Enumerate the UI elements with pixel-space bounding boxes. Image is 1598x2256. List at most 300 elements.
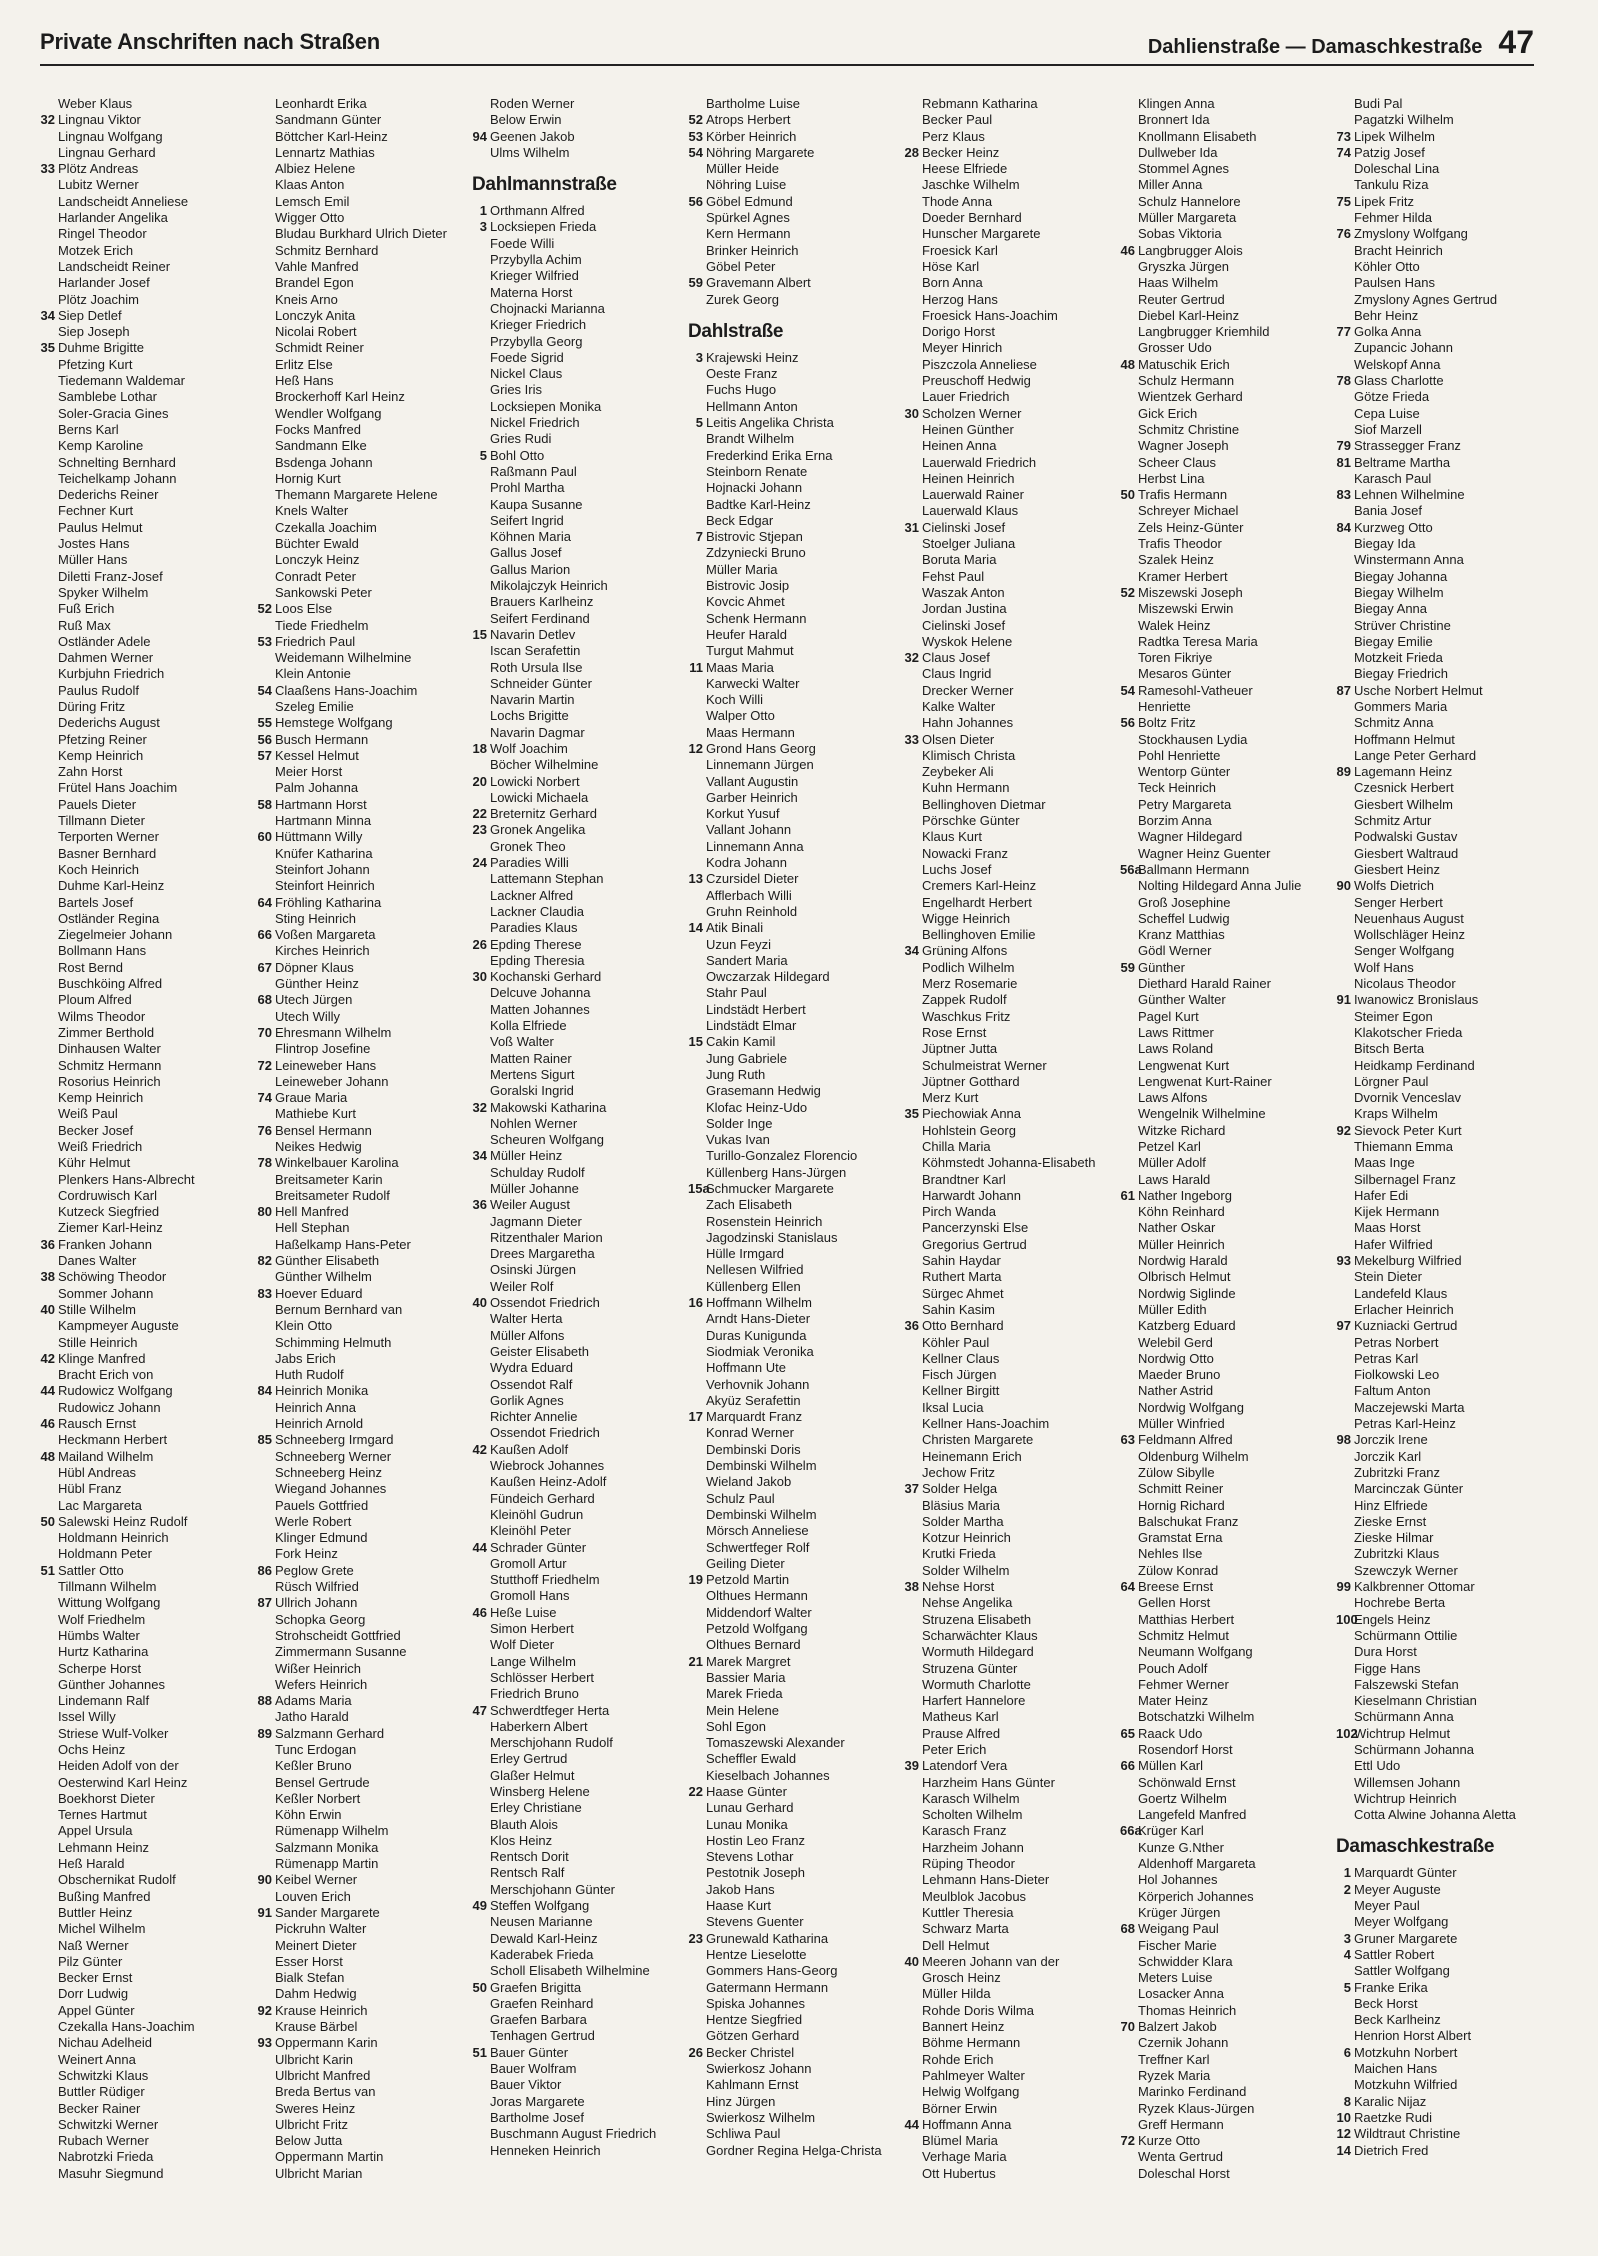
address-entry bbox=[1120, 1058, 1330, 1074]
address-entry bbox=[1336, 846, 1536, 862]
resident-name: Bensel Gertrude bbox=[275, 1774, 370, 1790]
resident-name: Sohl Egon bbox=[706, 1718, 766, 1734]
house-number: 47 bbox=[472, 1702, 487, 1718]
resident-name: Bläsius Maria bbox=[922, 1497, 1001, 1513]
house-number: 76 bbox=[1336, 226, 1351, 242]
resident-name: Karasch Franz bbox=[922, 1823, 1007, 1839]
column-5 bbox=[904, 96, 1114, 2182]
resident-name: Kieselbach Johannes bbox=[706, 1767, 830, 1783]
address-entry bbox=[257, 1546, 467, 1562]
resident-name: Reuter Gertrud bbox=[1138, 291, 1225, 307]
resident-name: Ehresmann Wilhelm bbox=[275, 1024, 392, 1040]
resident-name: Heufer Harald bbox=[706, 626, 787, 642]
address-entry bbox=[472, 1311, 682, 1327]
address-entry bbox=[1120, 1269, 1330, 1285]
address-entry bbox=[1336, 1465, 1536, 1481]
address-entry bbox=[1336, 1546, 1536, 1562]
address-entry bbox=[1336, 2061, 1536, 2077]
column-4 bbox=[688, 96, 898, 2159]
resident-name: Köhn Reinhard bbox=[1138, 1204, 1225, 1220]
address-entry bbox=[257, 373, 467, 389]
resident-name: Bartholme Luise bbox=[706, 96, 800, 111]
address-entry bbox=[688, 627, 898, 643]
address-entry bbox=[1120, 210, 1330, 226]
house-number: 3 bbox=[1343, 1930, 1351, 1946]
address-entry bbox=[257, 1009, 467, 1025]
resident-name: Weiler August bbox=[490, 1197, 570, 1213]
resident-name: Busch Hermann bbox=[275, 731, 369, 747]
address-entry bbox=[1120, 1009, 1330, 1025]
address-entry bbox=[688, 594, 898, 610]
resident-name: Froesick Karl bbox=[922, 242, 998, 258]
resident-name: Krutki Frieda bbox=[922, 1546, 996, 1562]
resident-name: Solder Martha bbox=[922, 1513, 1004, 1529]
address-entry bbox=[688, 1605, 898, 1621]
address-entry bbox=[472, 464, 682, 480]
resident-name: Wydra Eduard bbox=[490, 1360, 573, 1376]
address-entry bbox=[40, 976, 250, 992]
resident-name: Grosch Heinz bbox=[922, 1970, 1001, 1986]
address-entry bbox=[1336, 1980, 1536, 1996]
address-entry bbox=[472, 1197, 682, 1213]
resident-name: Miszewski Joseph bbox=[1138, 584, 1243, 600]
address-entry bbox=[40, 1889, 250, 1905]
resident-name: Merz Rosemarie bbox=[922, 976, 1018, 992]
address-entry bbox=[40, 1644, 250, 1660]
address-entry bbox=[40, 1677, 250, 1693]
address-entry bbox=[40, 1840, 250, 1856]
resident-name: Motzkuhn Wilfried bbox=[1354, 2077, 1458, 2093]
resident-name: Michel Wilhelm bbox=[58, 1921, 146, 1937]
address-entry bbox=[257, 1123, 467, 1139]
address-entry bbox=[1120, 1628, 1330, 1644]
resident-name: Szeleg Emilie bbox=[275, 698, 354, 714]
address-entry bbox=[1120, 1661, 1330, 1677]
address-entry bbox=[472, 1344, 682, 1360]
address-entry bbox=[257, 764, 467, 780]
resident-name: Neumann Wolfgang bbox=[1138, 1644, 1253, 1660]
address-entry bbox=[257, 487, 467, 503]
resident-name: Locksiepen Frieda bbox=[490, 219, 597, 235]
address-entry bbox=[688, 448, 898, 464]
address-entry bbox=[904, 1677, 1114, 1693]
resident-name: Kahlmann Ernst bbox=[706, 2077, 799, 2093]
resident-name: Hartmann Horst bbox=[275, 796, 367, 812]
address-entry bbox=[688, 1377, 898, 1393]
address-entry bbox=[1336, 1595, 1536, 1611]
address-entry bbox=[40, 1383, 250, 1399]
address-entry bbox=[688, 1246, 898, 1262]
address-entry bbox=[904, 129, 1114, 145]
resident-name: Struzena Elisabeth bbox=[922, 1611, 1032, 1627]
resident-name: Biegay Wilhelm bbox=[1354, 584, 1444, 600]
address-entry bbox=[904, 1791, 1114, 1807]
resident-name: Obschernikat Rudolf bbox=[58, 1872, 176, 1888]
resident-name: Utech Jürgen bbox=[275, 992, 353, 1008]
address-entry bbox=[1120, 161, 1330, 177]
address-entry bbox=[1336, 1758, 1536, 1774]
house-number: 1 bbox=[1343, 1865, 1351, 1881]
resident-name: Gatermann Hermann bbox=[706, 1979, 829, 1995]
page-header bbox=[40, 24, 1534, 66]
resident-name: Lagemann Heinz bbox=[1354, 764, 1453, 780]
address-entry bbox=[472, 112, 682, 128]
resident-name: Iscan Serafettin bbox=[490, 643, 581, 659]
address-entry bbox=[472, 969, 682, 985]
resident-name: Klinger Edmund bbox=[275, 1530, 368, 1546]
resident-name: Piechowiak Anna bbox=[922, 1106, 1022, 1122]
address-entry bbox=[1336, 1269, 1536, 1285]
resident-name: Zubritzki Franz bbox=[1354, 1464, 1440, 1480]
address-entry bbox=[472, 660, 682, 676]
address-entry bbox=[40, 145, 250, 161]
address-entry bbox=[904, 1253, 1114, 1269]
resident-name: Schulz Hannelore bbox=[1138, 193, 1241, 209]
house-number: 36 bbox=[904, 1318, 919, 1334]
address-entry bbox=[472, 219, 682, 235]
resident-name: Matthias Herbert bbox=[1138, 1611, 1235, 1627]
house-number: 32 bbox=[40, 112, 55, 128]
resident-name: Fuß Erich bbox=[58, 601, 115, 617]
resident-name: Thode Anna bbox=[922, 193, 993, 209]
address-entry bbox=[688, 1458, 898, 1474]
resident-name: Becker Christel bbox=[706, 2044, 795, 2060]
address-entry bbox=[472, 676, 682, 692]
resident-name: Walper Otto bbox=[706, 708, 775, 724]
address-entry bbox=[472, 822, 682, 838]
resident-name: Wolf Hans bbox=[1354, 959, 1414, 975]
resident-name: Paradies Willi bbox=[490, 855, 569, 871]
address-entry bbox=[904, 1318, 1114, 1334]
address-entry bbox=[257, 194, 467, 210]
resident-name: Bronnert Ida bbox=[1138, 112, 1210, 128]
resident-name: Lingnau Gerhard bbox=[58, 144, 156, 160]
resident-name: Ossendot Friedrich bbox=[490, 1295, 600, 1311]
house-number: 36 bbox=[472, 1197, 487, 1213]
address-entry bbox=[257, 862, 467, 878]
resident-name: Ruthert Marta bbox=[922, 1269, 1002, 1285]
address-entry bbox=[40, 455, 250, 471]
address-entry bbox=[904, 1416, 1114, 1432]
address-entry bbox=[1120, 373, 1330, 389]
address-entry bbox=[904, 764, 1114, 780]
resident-name: Lac Margareta bbox=[58, 1497, 142, 1513]
resident-name: Oldenburg Wilhelm bbox=[1138, 1448, 1249, 1464]
resident-name: Keßler Norbert bbox=[275, 1790, 361, 1806]
address-entry bbox=[1120, 1400, 1330, 1416]
resident-name: Körperich Johannes bbox=[1138, 1888, 1254, 1904]
resident-name: Piszczola Anneliese bbox=[922, 356, 1037, 372]
address-entry bbox=[257, 2166, 467, 2182]
house-number: 82 bbox=[257, 1253, 272, 1269]
address-entry bbox=[472, 1262, 682, 1278]
address-entry bbox=[1120, 1840, 1330, 1856]
resident-name: Voß Walter bbox=[490, 1034, 554, 1050]
address-entry bbox=[688, 1148, 898, 1164]
address-entry bbox=[1120, 1595, 1330, 1611]
resident-name: Nehse Angelika bbox=[922, 1595, 1013, 1611]
address-entry bbox=[472, 855, 682, 871]
address-entry bbox=[472, 1165, 682, 1181]
resident-name: Leitis Angelika Christa bbox=[706, 415, 834, 431]
resident-name: Cielinski Josef bbox=[922, 519, 1006, 535]
address-entry bbox=[904, 552, 1114, 568]
address-entry bbox=[472, 129, 682, 145]
address-entry bbox=[257, 927, 467, 943]
resident-name: Weber Klaus bbox=[58, 96, 133, 111]
address-entry bbox=[40, 308, 250, 324]
resident-name: Gommers Maria bbox=[1354, 698, 1448, 714]
address-entry bbox=[904, 406, 1114, 422]
house-number: 15a bbox=[688, 1181, 710, 1196]
address-entry bbox=[688, 1621, 898, 1637]
resident-name: Hojnacki Johann bbox=[706, 480, 803, 496]
address-entry bbox=[40, 406, 250, 422]
address-entry bbox=[904, 976, 1114, 992]
address-entry bbox=[257, 650, 467, 666]
resident-name: Greff Hermann bbox=[1138, 2116, 1224, 2132]
address-entry bbox=[257, 438, 467, 454]
resident-name: Groß Josephine bbox=[1138, 894, 1231, 910]
house-number: 64 bbox=[257, 894, 272, 910]
address-entry bbox=[1120, 2003, 1330, 2019]
address-entry bbox=[904, 878, 1114, 894]
house-number: 17 bbox=[688, 1409, 703, 1425]
resident-name: Wenta Gertrud bbox=[1138, 2149, 1224, 2165]
address-entry bbox=[1120, 1155, 1330, 1171]
resident-name: Oppermann Karin bbox=[275, 2035, 378, 2051]
address-entry bbox=[1120, 1335, 1330, 1351]
house-number: 19 bbox=[688, 1572, 703, 1588]
resident-name: Zahn Horst bbox=[58, 764, 123, 780]
resident-name: Tunc Erdogan bbox=[275, 1741, 357, 1757]
house-number: 87 bbox=[1336, 682, 1351, 698]
address-entry bbox=[257, 797, 467, 813]
resident-name: Lennartz Mathias bbox=[275, 144, 375, 160]
address-entry bbox=[1120, 177, 1330, 193]
house-number: 102 bbox=[1336, 1725, 1358, 1741]
resident-name: Witzke Richard bbox=[1138, 1122, 1226, 1138]
resident-name: Hoffmann Wilhelm bbox=[706, 1295, 812, 1311]
resident-name: Brockerhoff Karl Heinz bbox=[275, 389, 405, 405]
resident-name: Vahle Manfred bbox=[275, 258, 359, 274]
resident-name: Rost Bernd bbox=[58, 959, 124, 975]
address-entry bbox=[472, 1328, 682, 1344]
address-entry bbox=[1120, 1286, 1330, 1302]
resident-name: Marinko Ferdinand bbox=[1138, 2084, 1247, 2100]
address-entry bbox=[257, 1465, 467, 1481]
address-entry bbox=[1336, 1204, 1536, 1220]
address-entry bbox=[257, 1986, 467, 2002]
house-number: 8 bbox=[1343, 2093, 1351, 2109]
resident-name: Kurzweg Otto bbox=[1354, 519, 1433, 535]
address-entry bbox=[1336, 1367, 1536, 1383]
resident-name: Bellinghoven Emilie bbox=[922, 927, 1036, 943]
resident-name: Meulblok Jacobus bbox=[922, 1888, 1027, 1904]
resident-name: Szewczyk Werner bbox=[1354, 1562, 1458, 1578]
resident-name: Wefers Heinrich bbox=[275, 1676, 368, 1692]
address-entry bbox=[688, 129, 898, 145]
resident-name: Heß Hans bbox=[275, 373, 334, 389]
resident-name: Roth Ursula Ilse bbox=[490, 659, 583, 675]
resident-name: Stille Wilhelm bbox=[58, 1301, 137, 1317]
resident-name: Kühr Helmut bbox=[58, 1155, 131, 1171]
resident-name: Meier Horst bbox=[275, 764, 343, 780]
resident-name: Oeste Franz bbox=[706, 366, 778, 382]
address-entry bbox=[472, 203, 682, 219]
resident-name: Lunau Monika bbox=[706, 1816, 788, 1832]
resident-name: Motzek Erich bbox=[58, 242, 134, 258]
house-number: 10 bbox=[1336, 2109, 1351, 2125]
address-entry bbox=[904, 2052, 1114, 2068]
resident-name: Heiden Adolf von der bbox=[58, 1758, 179, 1774]
address-entry bbox=[40, 1351, 250, 1367]
house-number: 2 bbox=[1343, 1881, 1351, 1897]
address-entry bbox=[1336, 1514, 1536, 1530]
address-entry bbox=[904, 1693, 1114, 1709]
resident-name: Maichen Hans bbox=[1354, 2061, 1438, 2077]
address-entry bbox=[472, 888, 682, 904]
resident-name: Stutthoff Friedhelm bbox=[490, 1572, 600, 1588]
address-entry bbox=[40, 438, 250, 454]
resident-name: Epding Theresia bbox=[490, 952, 585, 968]
resident-name: Scheffler Ewald bbox=[706, 1751, 797, 1767]
address-entry bbox=[257, 960, 467, 976]
house-number: 56 bbox=[1120, 715, 1135, 731]
address-entry bbox=[40, 1546, 250, 1562]
house-number: 37 bbox=[904, 1481, 919, 1497]
resident-name: Hohlstein Georg bbox=[922, 1122, 1016, 1138]
address-entry bbox=[688, 643, 898, 659]
resident-name: Ternes Hartmut bbox=[58, 1807, 147, 1823]
resident-name: Höse Karl bbox=[922, 258, 980, 274]
resident-name: Leonhardt Erika bbox=[275, 96, 367, 111]
resident-name: Fündeich Gerhard bbox=[490, 1490, 595, 1506]
address-entry bbox=[1120, 1106, 1330, 1122]
resident-name: Huth Rudolf bbox=[275, 1367, 344, 1383]
resident-name: Fröhling Katharina bbox=[275, 894, 382, 910]
resident-name: Haase Kurt bbox=[706, 1898, 772, 1914]
address-entry bbox=[688, 839, 898, 855]
resident-name: Dura Horst bbox=[1354, 1644, 1417, 1660]
resident-name: Below Jutta bbox=[275, 2133, 343, 2149]
address-entry bbox=[904, 1758, 1114, 1774]
resident-name: Heß Harald bbox=[58, 1856, 125, 1872]
resident-name: Klingen Anna bbox=[1138, 96, 1215, 111]
address-entry bbox=[40, 683, 250, 699]
house-number: 22 bbox=[472, 806, 487, 822]
address-entry bbox=[688, 1914, 898, 1930]
resident-name: Simon Herbert bbox=[490, 1621, 574, 1637]
resident-name: Peglow Grete bbox=[275, 1562, 354, 1578]
resident-name: Zimmer Berthold bbox=[58, 1024, 155, 1040]
resident-name: Scholzen Werner bbox=[922, 405, 1022, 421]
address-entry bbox=[472, 1588, 682, 1604]
resident-name: Goralski Ingrid bbox=[490, 1083, 574, 1099]
resident-name: Kessel Helmut bbox=[275, 747, 359, 763]
address-entry bbox=[688, 2110, 898, 2126]
address-entry bbox=[472, 1947, 682, 1963]
resident-name: Waschkus Fritz bbox=[922, 1008, 1011, 1024]
address-entry bbox=[904, 813, 1114, 829]
resident-name: Grunewald Katharina bbox=[706, 1930, 829, 1946]
address-entry bbox=[688, 1931, 898, 1947]
resident-name: Schimming Helmuth bbox=[275, 1334, 392, 1350]
resident-name: Graefen Brigitta bbox=[490, 1979, 582, 1995]
address-entry bbox=[40, 226, 250, 242]
resident-name: Gommers Hans-Georg bbox=[706, 1963, 838, 1979]
address-entry bbox=[257, 455, 467, 471]
house-number: 50 bbox=[472, 1979, 487, 1995]
resident-name: Bistrovic Stjepan bbox=[706, 529, 803, 545]
resident-name: Seifert Ferdinand bbox=[490, 610, 590, 626]
address-entry bbox=[257, 1172, 467, 1188]
resident-name: Nordwig Wolfgang bbox=[1138, 1399, 1244, 1415]
address-entry bbox=[1336, 1400, 1536, 1416]
house-number: 5 bbox=[1343, 1979, 1351, 1995]
address-entry bbox=[688, 1996, 898, 2012]
resident-name: Bialk Stefan bbox=[275, 1970, 345, 1986]
resident-name: Günther bbox=[1138, 959, 1185, 975]
address-entry bbox=[40, 1123, 250, 1139]
address-entry bbox=[688, 415, 898, 431]
address-entry bbox=[257, 846, 467, 862]
address-entry bbox=[904, 2101, 1114, 2117]
house-number: 77 bbox=[1336, 324, 1351, 340]
address-entry bbox=[257, 112, 467, 128]
address-entry bbox=[688, 259, 898, 275]
resident-name: Salzmann Gerhard bbox=[275, 1725, 385, 1741]
address-entry bbox=[1120, 634, 1330, 650]
house-number: 90 bbox=[257, 1872, 272, 1888]
address-entry bbox=[40, 1220, 250, 1236]
resident-name: Buttler Heinz bbox=[58, 1904, 133, 1920]
resident-name: Berns Karl bbox=[58, 421, 119, 437]
address-entry bbox=[40, 569, 250, 585]
resident-name: Rohde Erich bbox=[922, 2051, 994, 2067]
house-number: 61 bbox=[1120, 1187, 1135, 1203]
resident-name: Müller Heide bbox=[706, 161, 779, 177]
address-entry bbox=[688, 1735, 898, 1751]
resident-name: Jüptner Jutta bbox=[922, 1041, 998, 1057]
resident-name: Plötz Joachim bbox=[58, 291, 139, 307]
address-entry bbox=[257, 2133, 467, 2149]
address-entry bbox=[904, 699, 1114, 715]
address-entry bbox=[688, 741, 898, 757]
house-number: 63 bbox=[1120, 1432, 1135, 1448]
resident-name: Kijek Hermann bbox=[1354, 1204, 1440, 1220]
resident-name: Turillo-Gonzalez Florencio bbox=[706, 1148, 858, 1164]
address-entry bbox=[688, 161, 898, 177]
resident-name: Biegay Ida bbox=[1354, 536, 1416, 552]
resident-name: Diebel Karl-Heinz bbox=[1138, 307, 1240, 323]
address-entry bbox=[472, 1996, 682, 2012]
address-entry bbox=[40, 1530, 250, 1546]
resident-name: Kemp Karoline bbox=[58, 438, 144, 454]
resident-name: Nichau Adelheid bbox=[58, 2035, 152, 2051]
address-entry bbox=[688, 1197, 898, 1213]
resident-name: Solder Helga bbox=[922, 1481, 998, 1497]
resident-name: Ryzek Klaus-Jürgen bbox=[1138, 2100, 1255, 2116]
resident-name: Karalic Nijaz bbox=[1354, 2093, 1427, 2109]
address-entry bbox=[1120, 1889, 1330, 1905]
address-entry bbox=[1120, 226, 1330, 242]
resident-name: Rosendorf Horst bbox=[1138, 1741, 1233, 1757]
address-entry bbox=[904, 1954, 1114, 1970]
resident-name: Klein Otto bbox=[275, 1318, 333, 1334]
address-entry bbox=[40, 1905, 250, 1921]
resident-name: Jorczik Irene bbox=[1354, 1432, 1428, 1448]
